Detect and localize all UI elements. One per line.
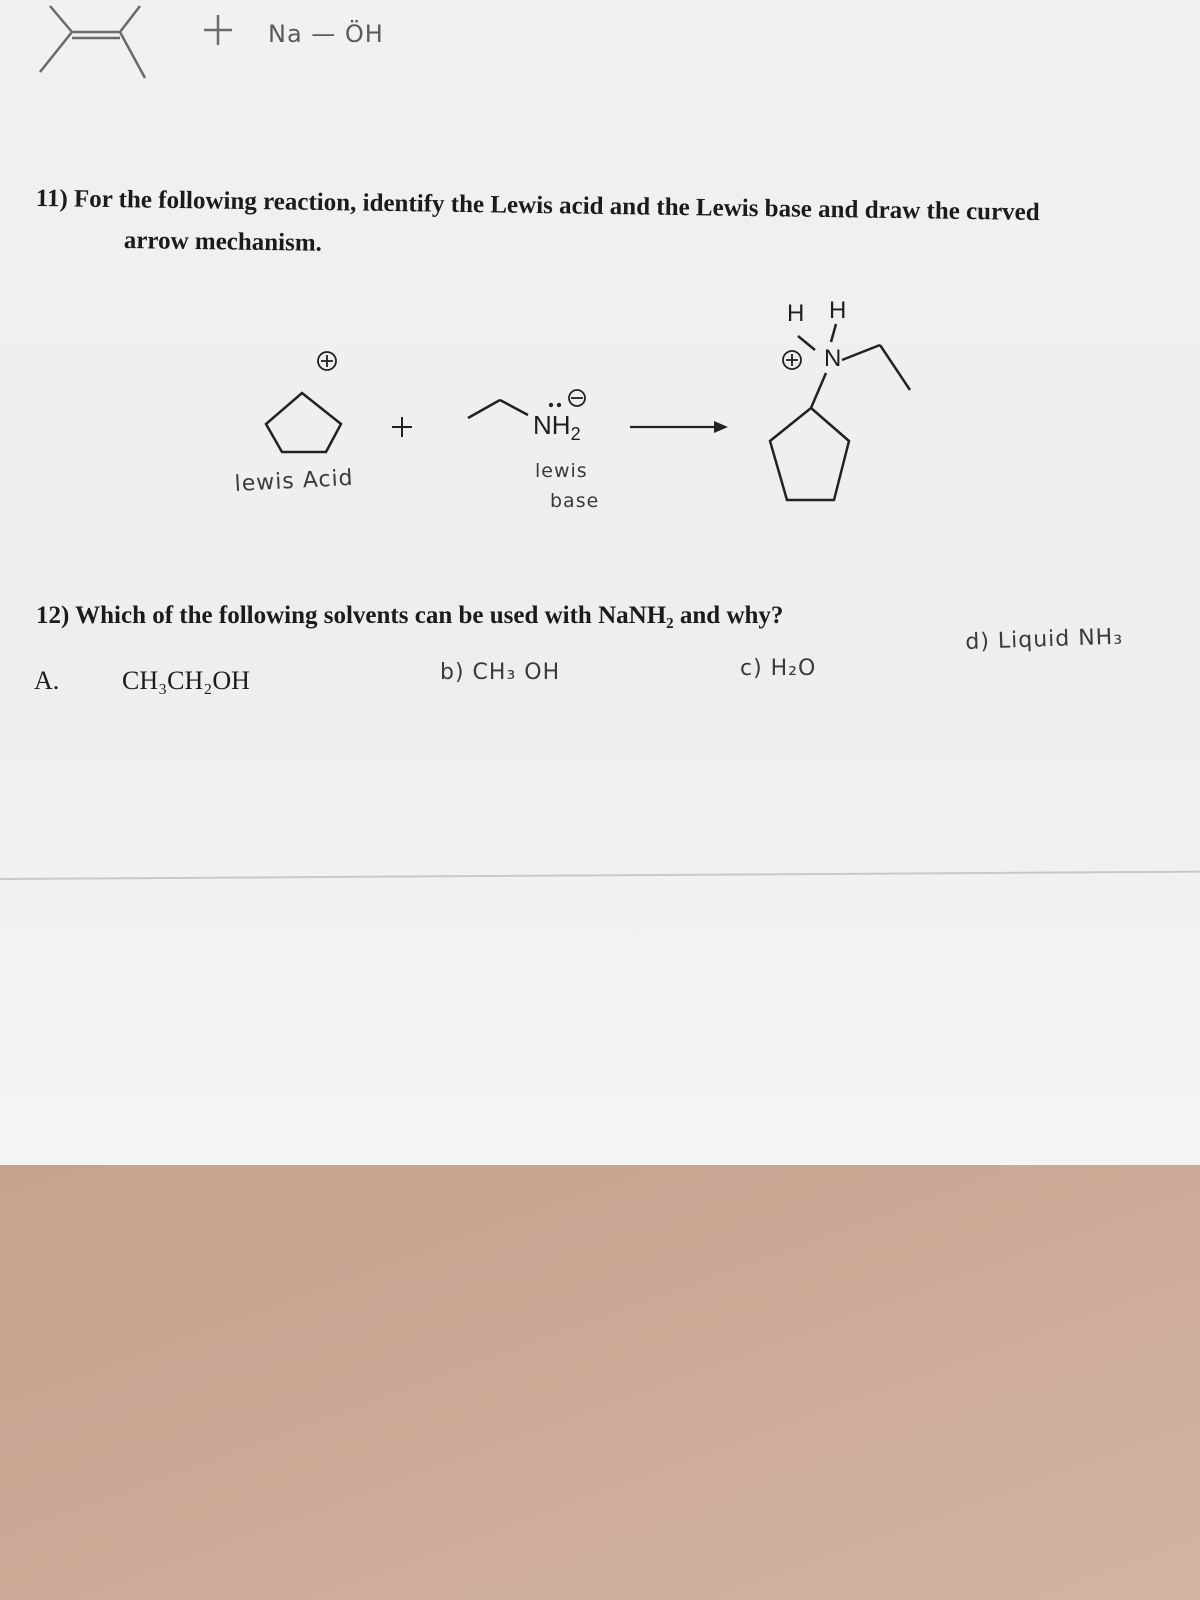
product-h-right: H (829, 297, 847, 324)
option-d-handwritten: d) Liquid NH₃ (965, 624, 1124, 655)
option-b-handwritten: b) CH₃ OH (440, 660, 561, 685)
alkene-fragment (40, 6, 145, 78)
handwritten-plus (204, 15, 232, 45)
question-11-line-1: 11) For the following reaction, identify the Lewis acid and the Lewis base and draw the curved (35, 185, 1040, 227)
reaction-arrow (630, 421, 728, 433)
question-12: 12) Which of the following solvents can be used with NaNH₂ and why? (36, 602, 784, 629)
product-h-left: H (787, 300, 805, 327)
lewis-acid-annotation: lewis Acid (234, 465, 355, 497)
reactant-plus (392, 417, 412, 437)
question-11-line-2: arrow mechanism. (123, 227, 323, 257)
product-nitrogen: N (824, 345, 842, 372)
option-c-handwritten: c) H₂O (740, 656, 817, 681)
cyclopentyl-cation (266, 352, 341, 452)
lone-pair-and-negative-charge (549, 390, 585, 407)
option-a-letter: A. (34, 666, 60, 695)
lewis-base-annotation-1: lewis (535, 460, 588, 482)
option-a-text: CH₃CH₂OH (122, 666, 250, 695)
top-handwritten-reagent: Na — ÖH (268, 20, 384, 48)
ethylamide-chain (468, 400, 528, 418)
amide-nh2-label (533, 410, 581, 444)
nh2-subscript: 2 (570, 424, 581, 444)
lewis-base-annotation-2: base (550, 490, 600, 512)
nh-text: NH (533, 410, 571, 440)
